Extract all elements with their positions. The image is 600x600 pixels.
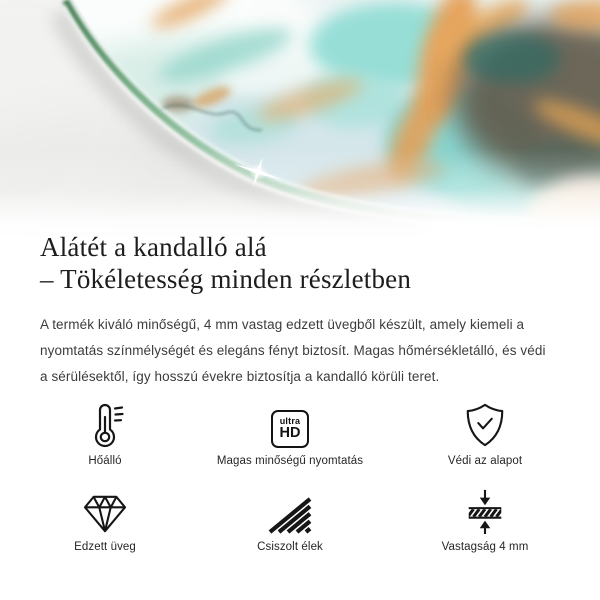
- page-title-line1: Alátét a kandalló alá: [40, 232, 267, 262]
- shield-check-icon: [463, 402, 507, 448]
- feature-grid: [30, 400, 570, 572]
- feature-thickness: [400, 486, 570, 572]
- feature-heat-resistant: [30, 400, 180, 486]
- thermometer-heat-icon: [85, 402, 125, 448]
- polished-edges-icon: [268, 496, 312, 534]
- feature-label: Hőálló: [88, 455, 122, 467]
- feature-protects-base: [400, 400, 570, 486]
- feature-tempered-glass: [30, 486, 180, 572]
- feature-label: Csiszolt élek: [257, 541, 323, 553]
- feature-label: Magas minőségű nyomtatás: [216, 455, 364, 467]
- feature-label: Edzett üveg: [74, 541, 136, 553]
- product-hero-image: [0, 0, 600, 245]
- feature-print-quality: [180, 400, 400, 486]
- page-title: [40, 231, 560, 295]
- ultra-hd-badge-icon: ultra HD: [271, 410, 309, 448]
- hero-bottom-fade: [0, 140, 600, 245]
- product-description: A termék kiváló minőségű, 4 mm vastag edzett üvegből készült, amely kiemeli a nyomtatás színmélységét és elegáns fényt biztosít. Magas hőmérsékletálló, és védi a sérülésektől, így hosszú évekre biztosítja a kandalló körüli teret.: [40, 317, 546, 384]
- feature-polished-edges: [180, 486, 400, 572]
- page-title-line2: – Tökéletesség minden részletben: [40, 264, 412, 294]
- feature-label: Vastagság 4 mm: [441, 541, 529, 553]
- thickness-compress-icon: [463, 488, 507, 534]
- feature-label: Védi az alapot: [447, 455, 523, 467]
- diamond-icon: [81, 494, 129, 534]
